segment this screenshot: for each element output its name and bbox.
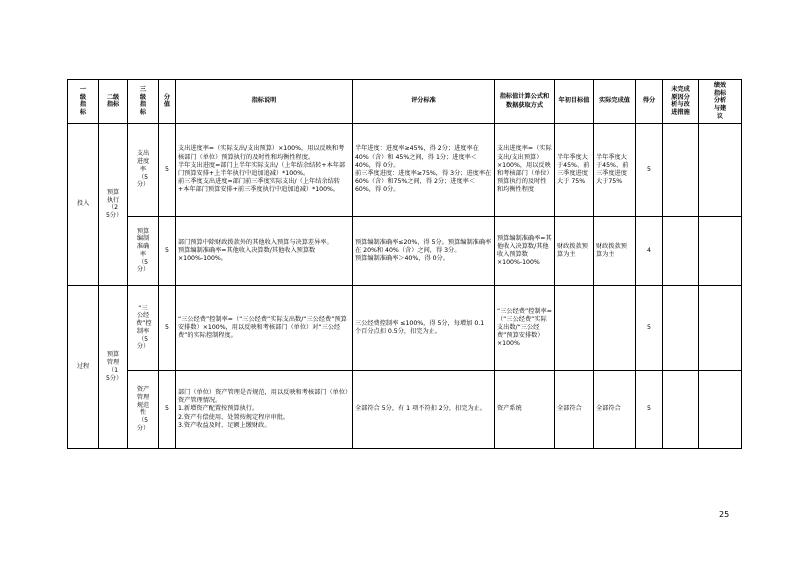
value-cell: 5 <box>159 286 176 371</box>
header-reason: 未完成原因分析与改进措施 <box>663 80 699 124</box>
formula-cell: 预算编制准确率=其他收入决算数/其他收入预算数×100%-100% <box>495 217 555 286</box>
header-level3: 三级指标 <box>128 80 159 124</box>
group-budget-execution: 预算执行（25分） <box>99 124 128 286</box>
table-row <box>68 286 742 371</box>
target-cell <box>555 286 594 371</box>
actual-cell: 全部符合 <box>594 371 636 449</box>
desc-cell: 部门（单位）资产管理是否规范，用以反映和考核部门（单位）资产管理情况。 1.新增资产配置按预算执行。 2.资产有偿使用、处置按规定程序审批。 3.资产收益及时、足额上缴财政。 <box>176 371 353 449</box>
analysis-cell <box>699 217 742 286</box>
criteria-cell: 预算编制准确率≤20%，得 5分。预算编制准确率在 20%和 40%（含）之间，得 3分。 预算编制准确率＞40%，得 0分。 <box>353 217 495 286</box>
header-performance-analysis: 绩效指标分析与建议 <box>699 80 742 124</box>
reason-cell <box>663 124 699 217</box>
group-process: 过程 <box>68 286 99 449</box>
actual-cell <box>594 286 636 371</box>
reason-cell <box>663 286 699 371</box>
table-row <box>68 371 742 449</box>
score-cell: 4 <box>636 217 663 286</box>
reason-cell <box>663 371 699 449</box>
level3-cell: 预算编制准确率（5分） <box>128 217 159 286</box>
performance-indicator-table <box>67 79 742 449</box>
header-score-value: 分值 <box>159 80 176 124</box>
desc-cell: 部门预算中除财政拨款外的其他收入预算与决算差异率。 预算编制准确率=其他收入决算数/其他收入预算数×100%-100%。 <box>176 217 353 286</box>
value-cell: 5 <box>159 371 176 449</box>
table-row <box>68 124 742 217</box>
formula-cell: “三公经费”控制率=（“三公经费”实际支出数/“三公经费”预算安排数）×100% <box>495 286 555 371</box>
reason-cell <box>663 217 699 286</box>
page-number: 25 <box>719 510 730 519</box>
formula-cell: 支出进度率=（实际支出/支出预算）×100%，用以反映和考核部门（单位）预算执行的及时性和均衡性程度 <box>495 124 555 217</box>
target-cell: 全部符合 <box>555 371 594 449</box>
score-cell: 5 <box>636 286 663 371</box>
table-row <box>68 217 742 286</box>
analysis-cell <box>699 124 742 217</box>
desc-cell: “三公经费”控制率=（“三公经费”实际支出数/“三公经费”预算安排数）×100%，用以反映和考核部门（单位）对“三公经费”的实际控制程度。 <box>176 286 353 371</box>
target-cell: 财政拨款预算为主 <box>555 217 594 286</box>
header-annual-target: 年初目标值 <box>555 80 594 124</box>
target-cell: 半年季度大于45%、前三季度进度大于 75% <box>555 124 594 217</box>
header-actual-value: 实际完成值 <box>594 80 636 124</box>
formula-cell: 资产系统 <box>495 371 555 449</box>
criteria-cell: 全部符合 5分，有 1 项不符扣 2分，扣完为止。 <box>353 371 495 449</box>
level3-cell: “三公经费”控制率（5分） <box>128 286 159 371</box>
criteria-cell: 半年进度：进度率≥45%，得 2分；进度率在 40%（含）和 45%之间，得 1分；进度率＜40%，得 0分。 前三季度进度：进度率≥75%，得 3分；进度率在 60%（含）和75%之间，得 2分；进度率＜60%，得 0分。 <box>353 124 495 217</box>
level3-cell: 支出进度率（5分） <box>128 124 159 217</box>
header-indicator-desc: 指标说明 <box>176 80 353 124</box>
group-input: 投入 <box>68 124 99 286</box>
score-cell: 5 <box>636 124 663 217</box>
group-budget-management: 预算管理（15分） <box>99 286 128 449</box>
header-scoring-criteria: 评分标准 <box>353 80 495 124</box>
analysis-cell <box>699 286 742 371</box>
actual-cell: 财政拨款预算为主 <box>594 217 636 286</box>
header-score: 得分 <box>636 80 663 124</box>
value-cell: 5 <box>159 217 176 286</box>
level3-cell: 资产管理规范性（5分） <box>128 371 159 449</box>
header-calc-formula: 指标值计算公式和数据获取方式 <box>495 80 555 124</box>
analysis-cell <box>699 371 742 449</box>
header-row <box>68 80 742 124</box>
header-level1: 一级指标 <box>68 80 99 124</box>
score-cell: 5 <box>636 371 663 449</box>
desc-cell: 支出进度率=（实际支出/支出预算）×100%，用以反映和考核部门（单位）预算执行的及时性和均衡性程度。 半年支出进度=部门上半年实际支出/（上年结余结转+本年部门预算安排+上半年执行中追加追减）*100%。 前三季度支出进度=部门前三季度实际支出/（上年结余结转+本年部门预算安排+前三季度执行中追加追减）*100%。 <box>176 124 353 217</box>
value-cell: 5 <box>159 124 176 217</box>
criteria-cell: 三公经费控制率 ≤100%，得 5分，每增加 0.1 个百分点扣 0.5分，扣完为止。 <box>353 286 495 371</box>
header-level2: 二级指标 <box>99 80 128 124</box>
actual-cell: 半年季度大于45%、前三季度进度大于75% <box>594 124 636 217</box>
